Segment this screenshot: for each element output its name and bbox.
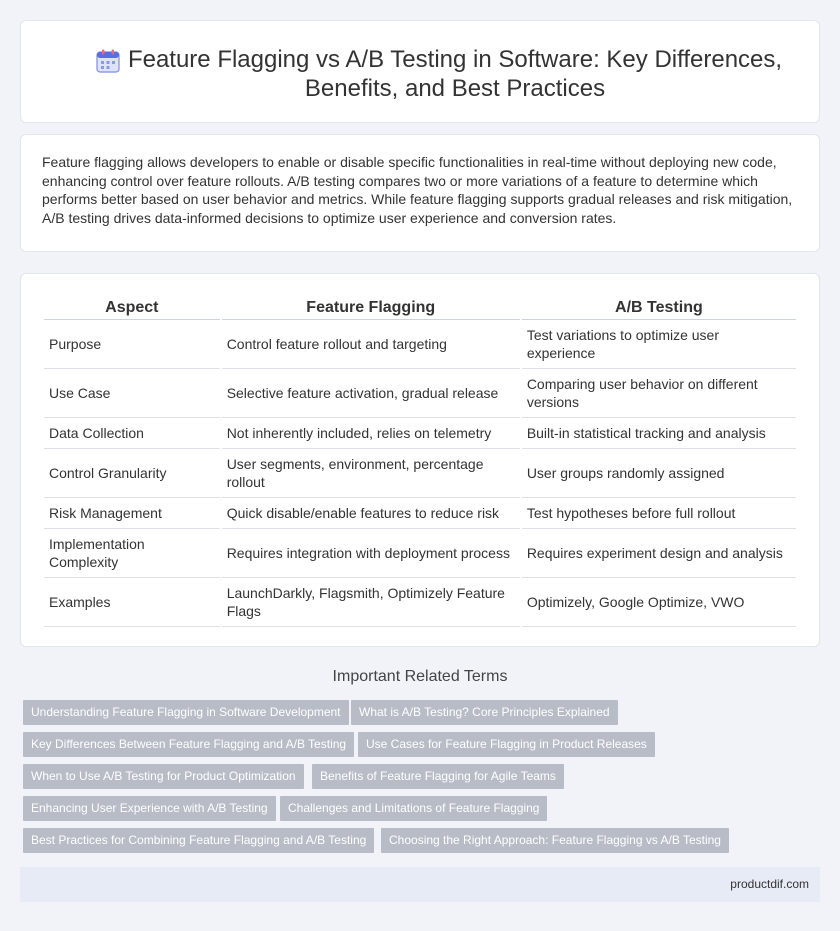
table-row <box>44 320 796 369</box>
related-tag[interactable]: Challenges and Limitations of Feature Flagging <box>280 796 547 821</box>
footer <box>20 867 820 902</box>
table-cell: Data Collection <box>44 418 220 449</box>
table-cell: Test hypotheses before full rollout <box>522 498 796 529</box>
related-tag[interactable]: Benefits of Feature Flagging for Agile Teams <box>312 764 564 789</box>
header-feature-flagging: Feature Flagging <box>222 294 520 320</box>
intro-card <box>20 134 820 252</box>
table-cell: Control feature rollout and targeting <box>222 320 520 369</box>
table-cell: Comparing user behavior on different versions <box>522 369 796 418</box>
related-tag[interactable]: Understanding Feature Flagging in Software Development <box>23 700 349 725</box>
table-cell: Requires experiment design and analysis <box>522 529 796 578</box>
related-terms-heading: Important Related Terms <box>332 668 508 685</box>
comparison-card <box>20 273 820 647</box>
table-cell: Purpose <box>44 320 220 369</box>
header-aspect: Aspect <box>44 294 220 320</box>
table-cell: Test variations to optimize user experience <box>522 320 796 369</box>
table-cell: Control Granularity <box>44 449 220 498</box>
table-cell: Requires integration with deployment process <box>222 529 520 578</box>
calendar-icon <box>95 48 121 74</box>
comparison-table <box>42 294 798 627</box>
title-card <box>20 20 820 123</box>
table-cell: User groups randomly assigned <box>522 449 796 498</box>
table-cell: Optimizely, Google Optimize, VWO <box>522 578 796 627</box>
table-row <box>44 529 796 578</box>
table-cell: Built-in statistical tracking and analysis <box>522 418 796 449</box>
related-tag[interactable]: When to Use A/B Testing for Product Optimization <box>23 764 304 789</box>
table-cell: Examples <box>44 578 220 627</box>
table-row <box>44 449 796 498</box>
table-cell: Selective feature activation, gradual release <box>222 369 520 418</box>
table-row <box>44 369 796 418</box>
table-row <box>44 578 796 627</box>
table-cell: Risk Management <box>44 498 220 529</box>
related-tag[interactable]: Key Differences Between Feature Flagging and A/B Testing <box>23 732 354 757</box>
related-tag[interactable]: Choosing the Right Approach: Feature Flagging vs A/B Testing <box>381 828 729 853</box>
table-row <box>44 418 796 449</box>
footer-site-name[interactable]: productdif.com <box>730 877 809 891</box>
related-tag[interactable]: Enhancing User Experience with A/B Testing <box>23 796 276 821</box>
table-cell: User segments, environment, percentage rollout <box>222 449 520 498</box>
header-ab-testing: A/B Testing <box>522 294 796 320</box>
table-cell: Use Case <box>44 369 220 418</box>
table-cell: LaunchDarkly, Flagsmith, Optimizely Feature Flags <box>222 578 520 627</box>
table-header-row <box>44 294 796 320</box>
table-cell: Not inherently included, relies on telemetry <box>222 418 520 449</box>
table-cell: Implementation Complexity <box>44 529 220 578</box>
intro-text: Feature flagging allows developers to enable or disable specific functionalities in real-time without deploying new code, enhancing control over feature rollouts. A/B testing compares two or more variations of a feature to determine which performs better based on user behavior and metrics. While feature flagging supports gradual releases and risk mitigation, A/B testing drives data-informed decisions to optimize user experience and conversion rates. <box>42 154 793 226</box>
table-cell: Quick disable/enable features to reduce risk <box>222 498 520 529</box>
page-title: Feature Flagging vs A/B Testing in Software: Key Differences, Benefits, and Best Practices <box>127 46 783 102</box>
related-tag[interactable]: What is A/B Testing? Core Principles Explained <box>351 700 618 725</box>
related-tag[interactable]: Use Cases for Feature Flagging in Product Releases <box>358 732 655 757</box>
related-tag[interactable]: Best Practices for Combining Feature Flagging and A/B Testing <box>23 828 374 853</box>
table-row <box>44 498 796 529</box>
